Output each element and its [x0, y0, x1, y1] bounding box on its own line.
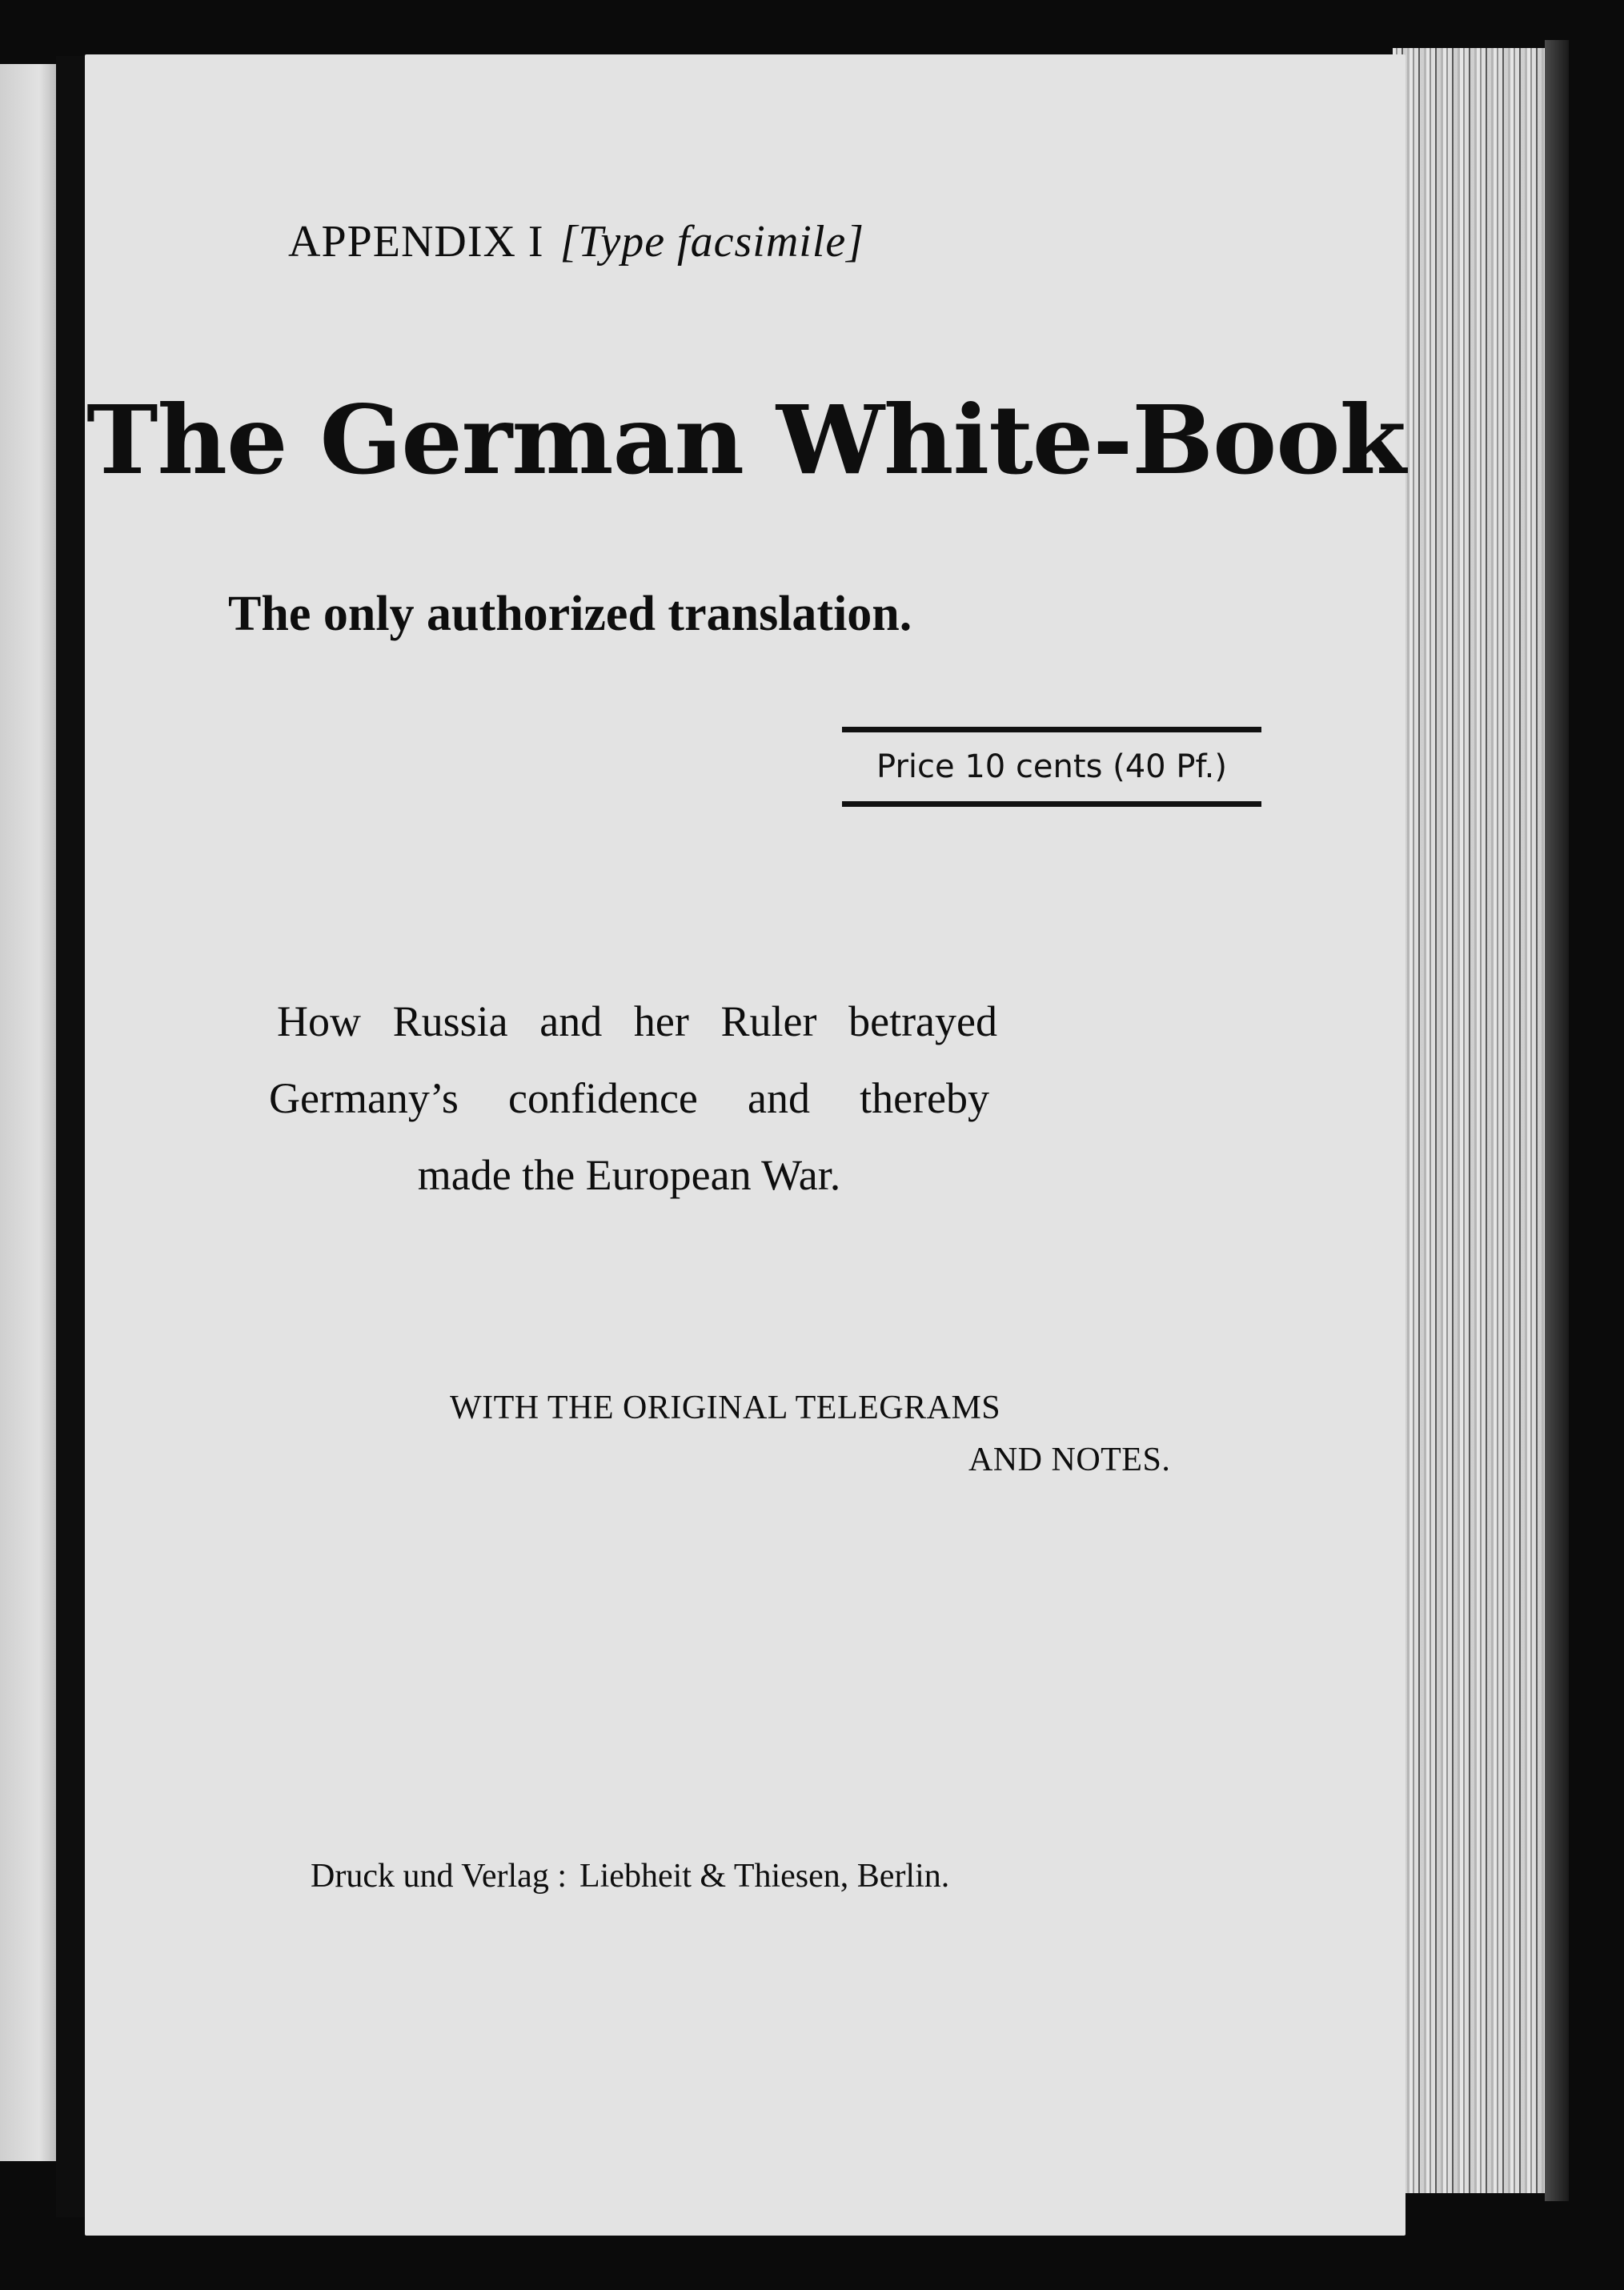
book-title: The German White-Book	[86, 384, 1405, 495]
facsimile-note: [Type facsimile]	[559, 217, 865, 267]
cover-edge	[1545, 40, 1569, 2201]
price-box	[842, 727, 1261, 807]
tagline-line-2: Germany’s confidence and thereby	[269, 1074, 989, 1122]
telegrams-line-1: WITH THE ORIGINAL TELEGRAMS	[450, 1390, 1001, 1426]
tagline-line-1: How Russia and her Ruler betrayed	[277, 997, 997, 1045]
telegrams-line-2: AND NOTES.	[968, 1442, 1171, 1478]
imprint	[311, 1857, 949, 1895]
subtitle: The only authorized translation.	[228, 587, 912, 641]
page-fore-edge	[1393, 48, 1561, 2193]
appendix-heading	[288, 216, 864, 267]
tagline	[269, 983, 997, 1213]
book-gutter	[56, 56, 88, 2217]
imprint-label: Druck und Verlag :	[311, 1858, 567, 1895]
left-page-edge	[0, 64, 56, 2161]
tagline-line-3: made the European War.	[417, 1151, 841, 1199]
imprint-publisher: Liebheit & Thiesen, Berlin.	[579, 1858, 950, 1895]
appendix-label: APPENDIX I	[288, 217, 544, 267]
price-label: Price 10 cents (40 Pf.)	[876, 748, 1227, 785]
